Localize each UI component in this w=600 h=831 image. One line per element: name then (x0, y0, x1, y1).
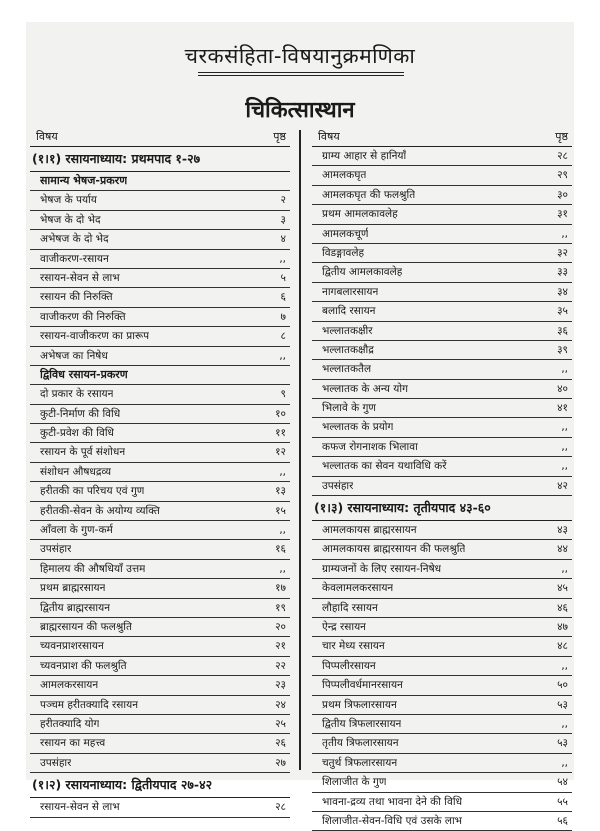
entry-text: रसायन-सेवन से लाभ (40, 801, 120, 814)
index-entry (30, 521, 290, 540)
index-entry (312, 560, 572, 579)
entry-page: ,, (279, 524, 286, 537)
index-entry (312, 734, 572, 753)
left-rows (30, 147, 290, 818)
section-heading (30, 172, 290, 191)
entry-text: भल्लातक के अन्य योग (322, 382, 409, 395)
entry-text: आमलकायस ब्राह्मरसायन (322, 524, 417, 537)
entry-text: शिलाजीत-सेवन-विधि एवं उसके लाभ (322, 814, 463, 827)
entry-page: २० (275, 620, 286, 633)
entry-page: १९ (275, 601, 286, 614)
entry-text: हिमालय की औषधियाँ उत्तम (40, 562, 146, 575)
index-entry (312, 793, 572, 812)
book-title: चरकसंहिता-विषयानुक्रमणिका (184, 44, 416, 68)
index-entry (312, 521, 572, 540)
right-rows (312, 147, 572, 831)
entry-page: २८ (275, 801, 286, 814)
index-entry (312, 540, 572, 559)
index-entry (312, 457, 572, 476)
entry-text: (१।३) रसायनाध्याय: तृतीयपाद ४३-६० (314, 500, 491, 516)
entry-page: २७ (275, 756, 286, 769)
entry-page: ४१ (557, 402, 568, 415)
index-entry (312, 263, 572, 282)
index-entry (30, 269, 290, 288)
entry-text: प्रथम आमलकावलेह (322, 208, 398, 221)
entry-text: रसायन का महत्त्व (40, 737, 106, 750)
index-entry (30, 385, 290, 404)
index-entry (30, 599, 290, 618)
index-entry (312, 438, 572, 457)
entry-page: ४८ (557, 640, 568, 653)
entry-text: वाजीकरण-रसायन (40, 252, 109, 265)
column-header (30, 130, 290, 147)
index-entry (312, 812, 572, 831)
index-entry (312, 205, 572, 224)
entry-text: ब्राह्मरसायन की फलश्रुति (40, 620, 132, 633)
index-entry (312, 657, 572, 676)
index-entry (30, 424, 290, 443)
index-entry (30, 540, 290, 559)
index-entry (312, 166, 572, 185)
entry-text: आमलकचूर्ण (322, 227, 369, 240)
entry-text: हरीतकी-सेवन के अयोग्य व्यक्ति (40, 504, 160, 517)
entry-page: ,, (561, 717, 568, 730)
entry-text: अभेषज के दो भेद (40, 233, 109, 246)
index-entry (30, 798, 290, 817)
entry-page: २१ (275, 640, 286, 653)
entry-page: ८ (280, 330, 286, 343)
index-entry (312, 418, 572, 437)
entry-text: ग्राम्य आहार से हानियाँ (322, 150, 407, 162)
entry-page: १३ (275, 485, 286, 498)
index-entry (312, 225, 572, 244)
entry-page: ३४ (557, 285, 568, 298)
entry-page: ,, (279, 252, 286, 265)
entry-text: चार मेध्य रसायन (322, 640, 385, 653)
entry-page: २४ (275, 698, 286, 711)
entry-text: तृतीय त्रिफलारसायन (322, 737, 399, 750)
section-heading (30, 366, 290, 385)
entry-text: भेषज के पर्याय (40, 194, 97, 207)
index-entry (312, 754, 572, 773)
left-column (30, 130, 290, 818)
index-entry (30, 676, 290, 695)
entry-page: ६ (280, 291, 286, 304)
entry-page: २३ (275, 679, 286, 692)
right-column (312, 130, 572, 831)
entry-text: (१।१) रसायनाध्याय: प्रथमपाद १-२७ (32, 151, 201, 166)
entry-page: २६ (275, 737, 286, 750)
index-entry (30, 754, 290, 773)
index-entry (312, 477, 572, 496)
entry-page: ९ (280, 388, 286, 401)
entry-page: ४७ (557, 620, 568, 633)
entry-text: आमलकरसायन (40, 679, 99, 692)
page-header: पृष्ठ (555, 130, 568, 143)
entry-text: संशोधन औषधद्रव्य (40, 465, 112, 478)
entry-text: सामान्य भेषज-प्रकरण (40, 174, 128, 187)
index-entry (30, 443, 290, 462)
entry-page: ११ (275, 427, 286, 440)
entry-text: द्विविध रसायन-प्रकरण (40, 367, 128, 381)
index-entry (312, 773, 572, 792)
index-entry (312, 380, 572, 399)
chapter-heading (30, 147, 290, 172)
entry-text: ऐन्द्र रसायन (322, 620, 366, 633)
entry-page: २९ (557, 169, 568, 182)
entry-text: पिप्पलीरसायन (322, 659, 376, 672)
index-entry (30, 327, 290, 346)
index-entry (312, 283, 572, 302)
title-rule (198, 75, 404, 76)
subject-header: विषय (36, 130, 58, 143)
entry-page: ,, (561, 363, 568, 376)
entry-page: ४५ (557, 582, 568, 595)
entry-text: लौहादि रसायन (322, 601, 378, 614)
entry-page: ४३ (557, 524, 568, 537)
entry-page: ,, (279, 562, 286, 575)
entry-page: ३२ (557, 246, 568, 259)
index-entry (312, 147, 572, 166)
entry-text: हरीतकी का परिचय एवं गुण (40, 485, 145, 498)
column-header (312, 130, 572, 147)
index-entry (30, 618, 290, 637)
entry-page: ,, (561, 562, 568, 575)
entry-page: ३९ (557, 343, 568, 356)
entry-text: अभेषज का निषेध (40, 349, 108, 362)
index-entry (30, 405, 290, 424)
entry-text: द्वितीय आमलकावलेह (322, 266, 403, 279)
index-entry (312, 341, 572, 360)
entry-text: हरीतक्यादि योग (40, 717, 100, 730)
index-entry (312, 618, 572, 637)
entry-page: ,, (561, 227, 568, 240)
entry-page: ३१ (557, 208, 568, 221)
entry-page: ४६ (557, 601, 568, 614)
subject-header: विषय (318, 130, 340, 143)
entry-page: २८ (557, 150, 568, 162)
index-entry (312, 676, 572, 695)
entry-text: पञ्चम हरीतक्यादि रसायन (40, 698, 139, 711)
entry-text: भल्लातकक्षौद्र (322, 343, 374, 356)
entry-text: कुटी-प्रवेश की विधि (40, 427, 115, 440)
index-entry (30, 560, 290, 579)
entry-page: ,, (561, 421, 568, 434)
entry-page: २ (280, 194, 286, 207)
entry-page: ,, (279, 465, 286, 478)
page-header: पृष्ठ (273, 130, 286, 143)
entry-text: उपसंहार (40, 543, 72, 556)
index-entry (30, 347, 290, 366)
entry-text: रसायन के पूर्व संशोधन (40, 446, 126, 459)
index-entry (30, 579, 290, 598)
entry-text: केवलामलकरसायन (322, 582, 394, 595)
entry-page: ५ (280, 271, 286, 284)
entry-page: ५५ (557, 795, 568, 808)
entry-text: पिप्पलीवर्धमानरसायन (322, 679, 403, 692)
index-entry (312, 322, 572, 341)
index-entry (30, 502, 290, 521)
entry-text: भल्लातकतैल (322, 363, 372, 376)
section-title: चिकित्सास्थान (245, 98, 355, 123)
column-divider (299, 130, 301, 770)
index-entry (312, 637, 572, 656)
entry-page: ४४ (557, 543, 568, 556)
index-entry (312, 244, 572, 263)
index-entry (30, 657, 290, 676)
entry-page: ४२ (557, 479, 568, 492)
entry-text: आमलकघृत की फलश्रुति (322, 188, 416, 201)
chapter-heading (30, 773, 290, 798)
entry-page: ,, (279, 349, 286, 362)
entry-text: आमलकायस ब्राह्मरसायन की फलश्रुति (322, 543, 466, 556)
entry-page: १६ (275, 543, 286, 556)
index-entry (312, 302, 572, 321)
index-entry (312, 715, 572, 734)
entry-page: ,, (561, 440, 568, 453)
entry-text: भल्लातकक्षीर (322, 324, 373, 337)
entry-page: १७ (275, 582, 286, 595)
entry-text: आमलकघृत (322, 169, 367, 182)
entry-page: ,, (561, 756, 568, 769)
index-entry (30, 463, 290, 482)
index-entry (30, 308, 290, 327)
index-entry (30, 637, 290, 656)
entry-text: दो प्रकार के रसायन (40, 388, 114, 401)
entry-page: ५४ (557, 776, 568, 789)
entry-text: द्वितीय ब्राह्मरसायन (40, 601, 111, 614)
index-entry (30, 696, 290, 715)
index-entry (312, 186, 572, 205)
title-rule (198, 72, 404, 73)
entry-text: वाजीकरण की निरुक्ति (40, 310, 126, 323)
entry-page: ४ (280, 233, 286, 246)
entry-page: ५३ (557, 737, 568, 750)
entry-page: ५० (557, 679, 568, 692)
entry-text: ग्राम्यजनों के लिए रसायन-निषेध (322, 562, 442, 575)
index-entry (30, 715, 290, 734)
entry-text: च्यवनप्राशरसायन (40, 640, 104, 653)
entry-text: रसायन की निरुक्ति (40, 291, 113, 304)
entry-page: २५ (275, 717, 286, 730)
entry-text: रसायन-वाजीकरण का प्रारूप (40, 330, 150, 343)
entry-page: ७ (280, 310, 286, 323)
entry-text: आँवला के गुण-कर्म (40, 524, 113, 537)
entry-text: प्रथम त्रिफलारसायन (322, 698, 397, 711)
entry-page: ,, (561, 460, 568, 473)
entry-text: भिलावे के गुण (322, 402, 377, 415)
entry-page: ३६ (557, 324, 568, 337)
entry-text: द्वितीय त्रिफलारसायन (322, 717, 402, 730)
entry-text: कुटी-निर्माण की विधि (40, 407, 121, 420)
entry-page: ५६ (557, 814, 568, 827)
entry-text: भेषज के दो भेद (40, 213, 101, 226)
index-entry (312, 399, 572, 418)
entry-page: १२ (275, 446, 286, 459)
entry-page: ३५ (557, 305, 568, 318)
index-entry (30, 482, 290, 501)
entry-text: नागबलारसायन (322, 285, 379, 298)
entry-page: ,, (561, 659, 568, 672)
index-entry (30, 734, 290, 753)
index-entry (30, 211, 290, 230)
index-page (26, 22, 574, 827)
entry-text: बलादि रसायन (322, 305, 376, 318)
index-entry (30, 230, 290, 249)
index-entry (30, 250, 290, 269)
entry-page: १५ (275, 504, 286, 517)
entry-text: शिलाजीत के गुण (322, 776, 387, 789)
chapter-heading (312, 496, 572, 521)
index-entry (30, 288, 290, 307)
entry-text: रसायन-सेवन से लाभ (40, 271, 120, 284)
entry-text: चतुर्थ त्रिफलारसायन (322, 756, 398, 769)
entry-text: उपसंहार (322, 479, 354, 492)
entry-page: ३० (557, 188, 568, 201)
entry-text: कफज रोगनाशक भिलावा (322, 440, 418, 453)
entry-text: (१।२) रसायनाध्याय: द्वितीयपाद २७-४२ (32, 777, 213, 793)
index-entry (312, 696, 572, 715)
entry-text: भल्लातक का सेवन यथाविधि करें (322, 460, 447, 473)
entry-page: ५३ (557, 698, 568, 711)
entry-page: ३ (280, 213, 286, 226)
entry-text: भावना-द्रव्य तथा भावना देने की विधि (322, 795, 463, 808)
entry-text: उपसंहार (40, 756, 72, 769)
entry-text: च्यवनप्राश की फलश्रुति (40, 659, 127, 672)
entry-page: २२ (275, 659, 286, 672)
index-entry (312, 579, 572, 598)
index-entry (312, 599, 572, 618)
index-entry (30, 191, 290, 210)
entry-text: विडङ्गावलेह (322, 246, 365, 259)
entry-text: प्रथम ब्राह्मरसायन (40, 582, 106, 595)
entry-page: १० (275, 407, 286, 420)
index-entry (312, 360, 572, 379)
entry-page: ४० (557, 382, 568, 395)
entry-page: ३३ (557, 266, 568, 279)
entry-text: भल्लातक के प्रयोग (322, 421, 394, 434)
